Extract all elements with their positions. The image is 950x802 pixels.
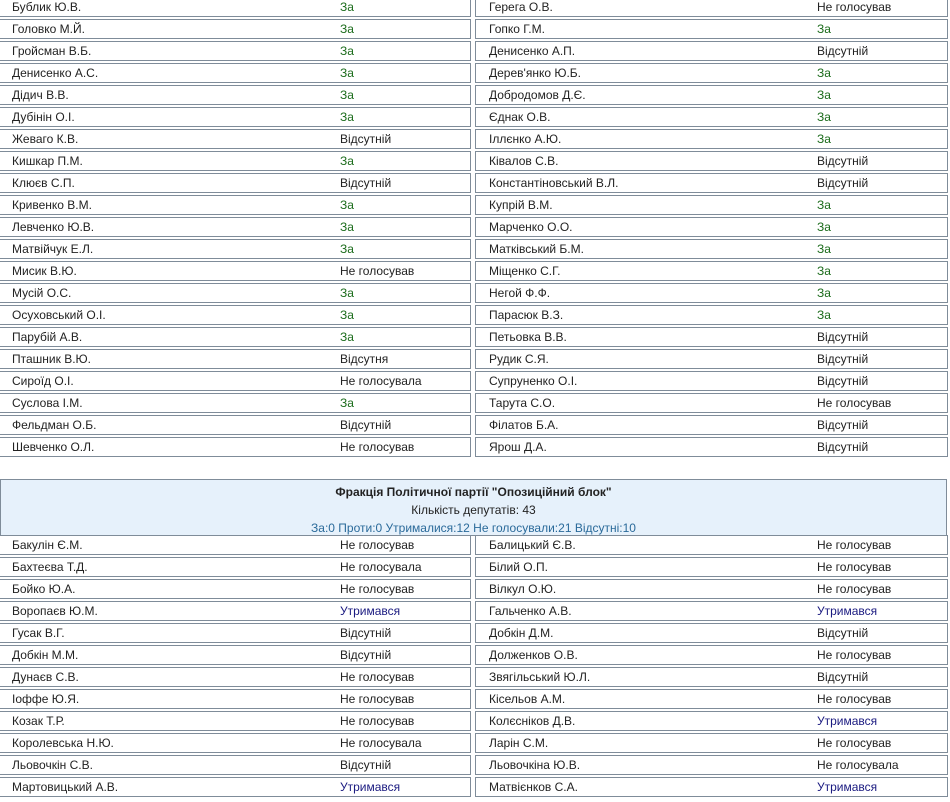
table-row [0,151,950,173]
deputy-cell [475,733,948,753]
vote-result: Відсутній [817,330,869,344]
deputy-cell [0,107,471,127]
vote-result: За [817,110,831,124]
vote-result: Не голосував [340,670,415,684]
deputy-name: Кісельов А.М. [489,692,566,706]
deputy-cell [0,327,471,347]
table-row [0,173,950,195]
table-row [0,711,950,733]
deputy-cell [475,283,948,303]
deputy-name: Парубій А.В. [12,330,83,344]
table-row [0,689,950,711]
faction-header [0,479,947,536]
table-row [0,283,950,305]
vote-result: Не голосувала [340,374,422,388]
vote-result: Відсутній [817,440,869,454]
deputy-cell [475,437,948,457]
deputy-cell [475,261,948,281]
vote-result: Відсутній [340,176,392,190]
vote-result: За [817,242,831,256]
vote-result: Не голосував [817,396,892,410]
vote-result: Не голосував [817,736,892,750]
vote-result: Не голосував [340,582,415,596]
vote-result: За [817,66,831,80]
deputy-cell [0,535,471,555]
deputy-name: Королевська Н.Ю. [12,736,114,750]
deputy-name: Бахтеєва Т.Д. [12,560,88,574]
table-row [0,777,950,799]
deputy-name: Балицький Є.В. [489,538,576,552]
table-row [0,415,950,437]
vote-result: За [340,66,354,80]
vote-result: Утримався [340,604,401,618]
table-row [0,579,950,601]
deputy-cell [475,195,948,215]
deputy-name: Головко М.Й. [12,22,85,36]
deputy-cell [475,579,948,599]
deputy-name: Вілкул О.Ю. [489,582,557,596]
table-row [0,349,950,371]
vote-result: За [340,154,354,168]
deputy-name: Білий О.П. [489,560,548,574]
deputy-name: Воропаєв Ю.М. [12,604,98,618]
deputy-name: Супруненко О.І. [489,374,578,388]
vote-result: За [340,88,354,102]
table-row [0,129,950,151]
vote-result: За [817,22,831,36]
deputy-name: Гальченко А.В. [489,604,572,618]
deputy-name: Добкін М.М. [12,648,79,662]
deputy-cell [0,579,471,599]
deputy-cell [0,689,471,709]
table-row [0,195,950,217]
deputy-cell [475,19,948,39]
table-row [0,239,950,261]
deputy-name: Тарута С.О. [489,396,556,410]
deputy-cell [475,305,948,325]
deputy-cell [475,415,948,435]
deputy-name: Добродомов Д.Є. [489,88,586,102]
table-row [0,623,950,645]
deputy-cell [0,217,471,237]
vote-result: Відсутній [817,154,869,168]
deputy-name: Кривенко В.М. [12,198,92,212]
table-row [0,667,950,689]
deputy-cell [475,63,948,83]
deputy-cell [475,777,948,797]
deputy-name: Єднак О.В. [489,110,551,124]
vote-result: За [340,330,354,344]
deputy-cell [0,63,471,83]
vote-result: За [817,264,831,278]
vote-result: Не голосував [340,440,415,454]
faction-deputy-count: Кількість депутатів: 43 [411,503,536,517]
deputy-cell [0,645,471,665]
deputy-name: Міщенко С.Г. [489,264,561,278]
vote-result: Не голосував [340,264,415,278]
vote-result: Відсутній [817,626,869,640]
deputy-cell [475,601,948,621]
deputy-name: Сироїд О.І. [12,374,74,388]
deputy-cell [475,239,948,259]
deputy-cell [475,129,948,149]
deputy-cell [475,535,948,555]
deputy-cell [475,107,948,127]
table-row [0,63,950,85]
vote-result: Не голосував [817,538,892,552]
deputy-cell [475,85,948,105]
deputy-name: Добкін Д.М. [489,626,554,640]
deputy-cell [0,173,471,193]
deputy-cell [475,327,948,347]
vote-result: За [817,220,831,234]
deputy-name: Льовочкін С.В. [12,758,93,772]
deputy-cell [0,85,471,105]
table-row [0,217,950,239]
table-row [0,645,950,667]
vote-result: За [340,308,354,322]
deputy-cell [475,0,948,17]
deputy-cell [475,645,948,665]
vote-result: За [340,44,354,58]
deputy-name: Фельдман О.Б. [12,418,97,432]
deputy-cell [475,41,948,61]
vote-result: За [817,88,831,102]
vote-result: За [340,22,354,36]
vote-result: Відсутній [817,670,869,684]
deputy-cell [0,415,471,435]
table-row [0,535,950,557]
deputy-cell [0,557,471,577]
table-row [0,0,950,19]
deputy-name: Іоффе Ю.Я. [12,692,80,706]
deputy-cell [0,371,471,391]
vote-result: За [340,0,354,14]
deputy-name: Іллєнко А.Ю. [489,132,562,146]
deputy-name: Дубінін О.І. [12,110,75,124]
vote-result: За [340,242,354,256]
vote-result: Не голосував [817,582,892,596]
table-row [0,305,950,327]
deputy-cell [0,151,471,171]
deputy-name: Герега О.В. [489,0,553,14]
deputy-name: Бакулін Є.М. [12,538,83,552]
table-row [0,85,950,107]
vote-result: За [340,220,354,234]
deputy-name: Осуховський О.І. [12,308,106,322]
deputy-name: Парасюк В.З. [489,308,564,322]
deputy-name: Гопко Г.М. [489,22,545,36]
deputy-cell [475,151,948,171]
deputy-cell [0,0,471,17]
vote-result: За [340,110,354,124]
deputy-cell [0,41,471,61]
vote-result: Відсутній [340,132,392,146]
table-row [0,755,950,777]
vote-result: Не голосувала [340,736,422,750]
vote-result: Не голосував [340,714,415,728]
vote-result: Відсутня [340,352,389,366]
table-row [0,393,950,415]
deputy-cell [0,305,471,325]
deputy-name: Звягільський Ю.Л. [489,670,591,684]
table-row [0,437,950,459]
deputy-name: Левченко Ю.В. [12,220,95,234]
vote-result: Відсутній [817,176,869,190]
vote-result: За [817,198,831,212]
deputy-name: Філатов Б.А. [489,418,559,432]
deputy-name: Марченко О.О. [489,220,573,234]
deputy-name: Мартовицький А.В. [12,780,119,794]
deputy-cell [475,755,948,775]
vote-result: Утримався [340,780,401,794]
deputy-name: Шевченко О.Л. [12,440,95,454]
deputy-cell [0,393,471,413]
deputy-cell [0,733,471,753]
deputy-name: Бублик Ю.В. [12,0,82,14]
deputy-name: Колєсніков Д.В. [489,714,576,728]
table-row [0,601,950,623]
table-row [0,41,950,63]
deputy-name: Пташник В.Ю. [12,352,91,366]
table-row [0,557,950,579]
deputy-name: Петьовка В.В. [489,330,567,344]
deputy-name: Клюєв С.П. [12,176,75,190]
vote-result: Не голосувала [817,758,899,772]
deputy-name: Кишкар П.М. [12,154,83,168]
deputy-cell [475,217,948,237]
deputy-cell [0,437,471,457]
deputy-name: Дерев'янко Ю.Б. [489,66,581,80]
deputy-name: Ларін С.М. [489,736,549,750]
deputy-cell [0,711,471,731]
deputy-cell [475,371,948,391]
deputy-name: Гусак В.Г. [12,626,65,640]
vote-result: Не голосувала [340,560,422,574]
vote-result: За [817,286,831,300]
deputy-cell [0,667,471,687]
deputy-cell [0,19,471,39]
vote-result: Утримався [817,780,878,794]
deputy-name: Константіновський В.Л. [489,176,619,190]
deputy-name: Мусій О.С. [12,286,72,300]
deputy-cell [475,711,948,731]
deputies-table-section-2 [0,535,950,799]
vote-result: За [340,198,354,212]
deputy-cell [475,667,948,687]
deputy-name: Купрій В.М. [489,198,553,212]
deputy-cell [475,623,948,643]
deputy-name: Льовочкіна Ю.В. [489,758,581,772]
deputy-name: Жеваго К.В. [12,132,79,146]
deputy-name: Денисенко А.П. [489,44,576,58]
deputy-name: Ківалов С.В. [489,154,559,168]
table-row [0,261,950,283]
table-row [0,107,950,129]
faction-vote-stats: За:0 Проти:0 Утрималися:12 Не голосували:21 Відсутні:10 [311,521,636,535]
deputy-cell [475,557,948,577]
vote-result: Утримався [817,604,878,618]
deputy-name: Денисенко А.С. [12,66,99,80]
vote-result: Відсутній [817,418,869,432]
deputy-name: Бойко Ю.А. [12,582,76,596]
deputy-name: Дідич В.В. [12,88,69,102]
deputy-cell [475,393,948,413]
vote-result: За [340,286,354,300]
deputy-cell [475,689,948,709]
deputy-name: Ярош Д.А. [489,440,547,454]
deputy-cell [0,623,471,643]
deputy-name: Матківський Б.М. [489,242,584,256]
vote-result: За [340,396,354,410]
vote-result: Не голосував [817,692,892,706]
vote-result: Відсутній [340,626,392,640]
table-row [0,327,950,349]
vote-result: За [817,308,831,322]
deputy-cell [475,349,948,369]
deputy-cell [0,239,471,259]
deputy-cell [0,755,471,775]
vote-result: Не голосував [817,0,892,14]
vote-result: За [817,132,831,146]
deputy-name: Рудик С.Я. [489,352,549,366]
faction-title: Фракція Політичної партії "Опозиційний блок" [335,485,612,499]
deputy-name: Мисик В.Ю. [12,264,77,278]
vote-result: Не голосував [340,538,415,552]
deputy-cell [0,129,471,149]
deputy-name: Суслова І.М. [12,396,83,410]
deputy-name: Дунаєв С.В. [12,670,79,684]
deputy-cell [475,173,948,193]
deputy-name: Гройсман В.Б. [12,44,92,58]
deputy-name: Матвійчук Е.Л. [12,242,94,256]
vote-result: Відсутній [817,352,869,366]
vote-result: Не голосував [340,692,415,706]
vote-result: Відсутній [340,418,392,432]
vote-result: Відсутній [817,44,869,58]
table-row [0,19,950,41]
vote-result: Відсутній [817,374,869,388]
deputy-name: Долженков О.В. [489,648,578,662]
deputy-name: Негой Ф.Ф. [489,286,551,300]
deputy-cell [0,601,471,621]
deputy-cell [0,195,471,215]
deputy-name: Козак Т.Р. [12,714,65,728]
table-row [0,733,950,755]
vote-result: Не голосував [817,560,892,574]
vote-result: Відсутній [340,648,392,662]
deputy-cell [0,349,471,369]
vote-result: Відсутній [340,758,392,772]
deputy-cell [0,777,471,797]
deputy-cell [0,283,471,303]
table-row [0,371,950,393]
deputy-name: Матвієнков С.А. [489,780,578,794]
vote-result: Утримався [817,714,878,728]
vote-result: Не голосував [817,648,892,662]
deputy-cell [0,261,471,281]
